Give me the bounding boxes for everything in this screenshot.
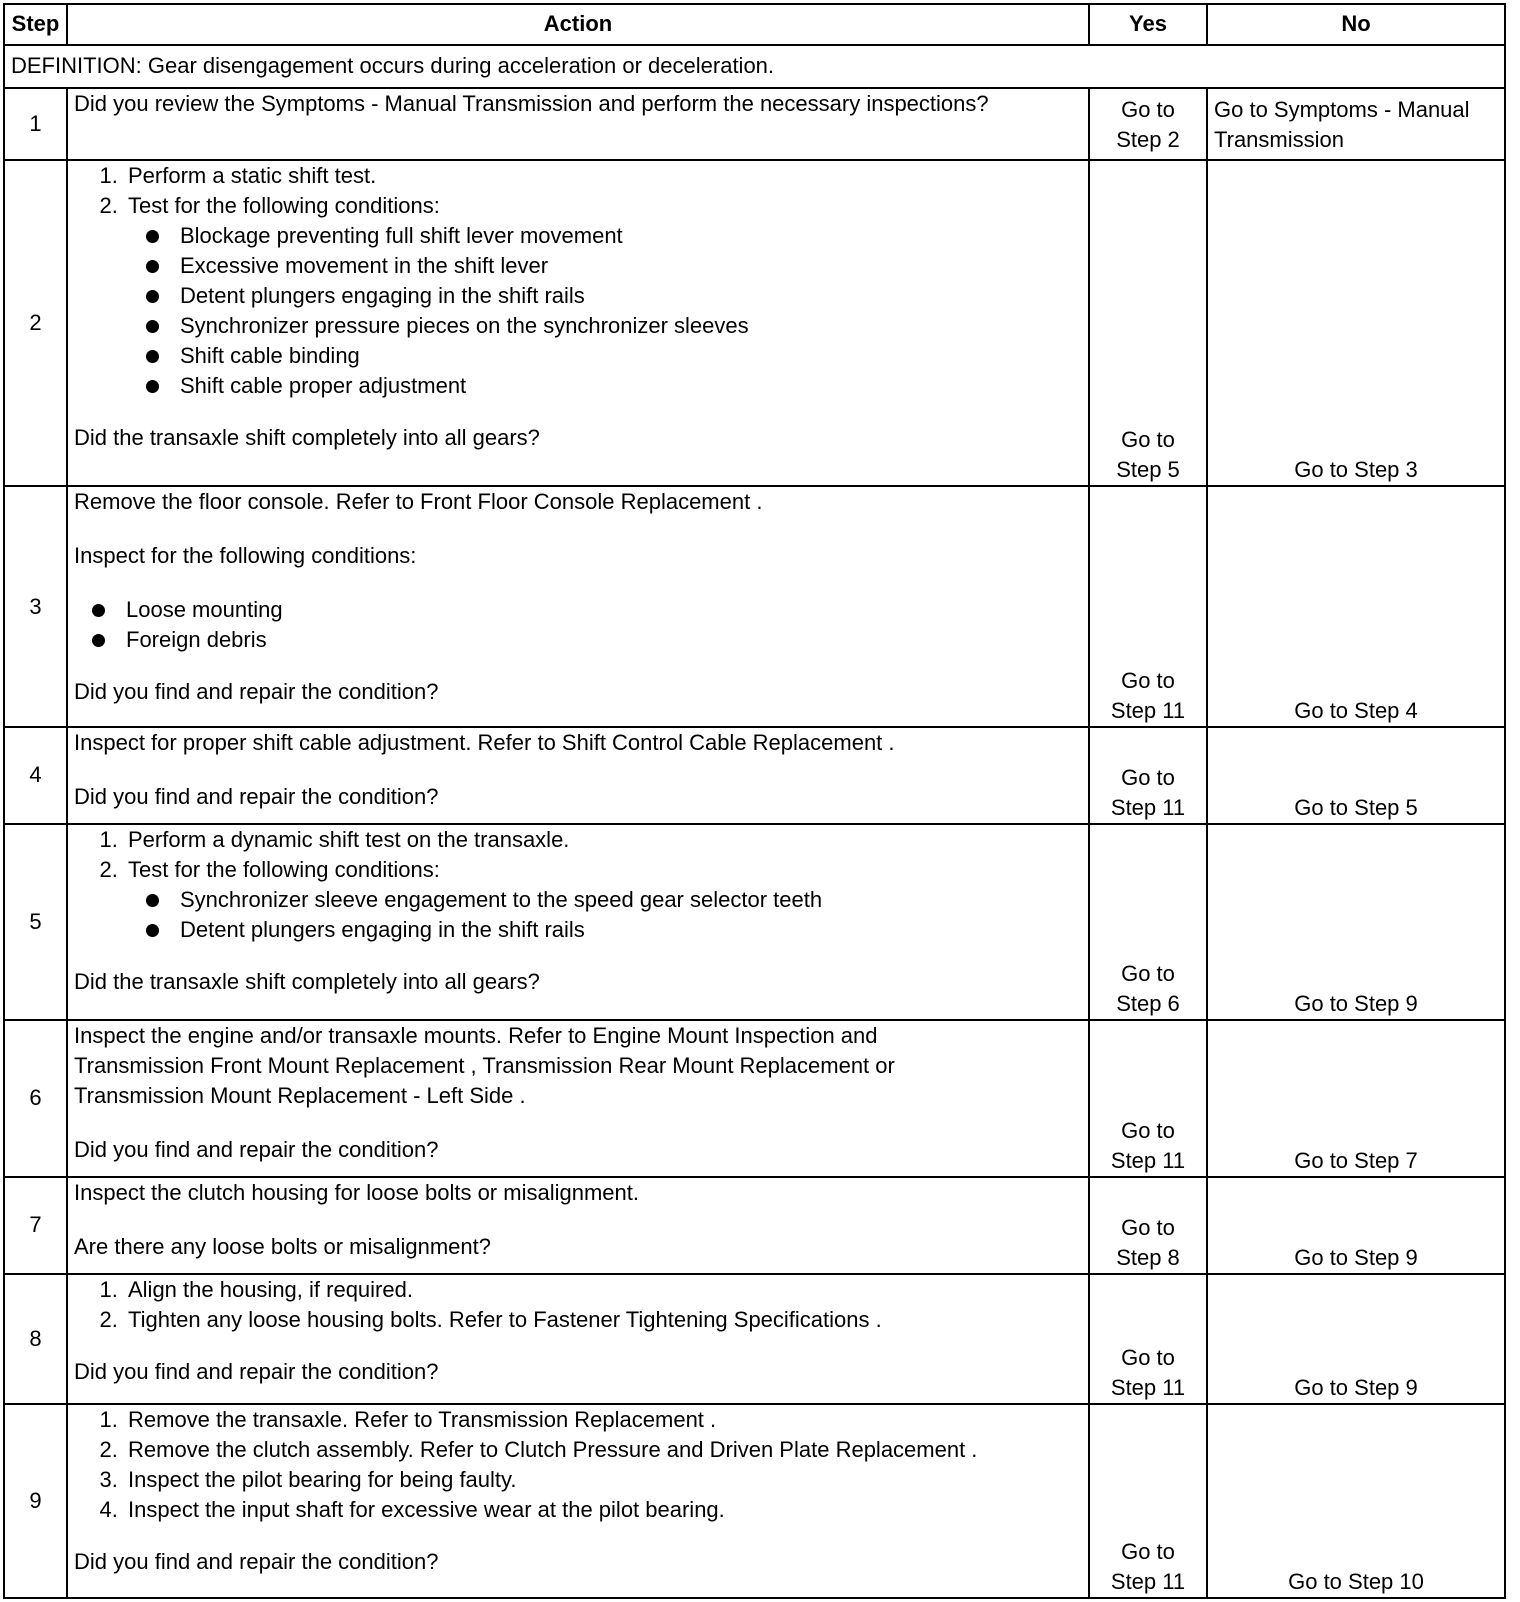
action-cell bbox=[67, 88, 1089, 160]
action-cell bbox=[67, 160, 1089, 486]
step-number: 9 bbox=[4, 1404, 67, 1598]
no-cell: Go to Step 9 bbox=[1207, 1177, 1505, 1274]
bullet-item: Loose mounting bbox=[122, 595, 1082, 625]
diagnostic-table bbox=[3, 3, 1506, 1599]
bullet-item: Detent plungers engaging in the shift rails bbox=[176, 915, 1082, 945]
list-item: 1. Remove the transaxle. Refer to Transmission Replacement . bbox=[124, 1405, 1082, 1435]
no-cell: Go to Step 7 bbox=[1207, 1020, 1505, 1177]
list-item: 3. Inspect the pilot bearing for being faulty. bbox=[124, 1465, 1082, 1495]
yes-cell: Go to Step 6 bbox=[1089, 824, 1207, 1020]
question-text: Did you find and repair the condition? bbox=[74, 784, 439, 810]
bullet-item: Excessive movement in the shift lever bbox=[176, 251, 1082, 281]
numbered-list bbox=[74, 161, 1082, 401]
definition-text: DEFINITION: Gear disengagement occurs during acceleration or deceleration. bbox=[4, 45, 1505, 88]
header-row bbox=[4, 4, 1505, 45]
list-item: 2. Remove the clutch assembly. Refer to Clutch Pressure and Driven Plate Replacement . bbox=[124, 1435, 1082, 1465]
header-no: No bbox=[1207, 4, 1505, 45]
definition-row bbox=[4, 45, 1505, 88]
numbered-list bbox=[74, 1275, 1082, 1335]
question-text: Did the transaxle shift completely into all gears? bbox=[74, 425, 540, 451]
header-yes: Yes bbox=[1089, 4, 1207, 45]
action-cell bbox=[67, 1404, 1089, 1598]
table-row bbox=[4, 486, 1505, 727]
bullet-item: Blockage preventing full shift lever movement bbox=[176, 221, 1082, 251]
list-item-text: Test for the following conditions: bbox=[128, 193, 440, 219]
list-item: 2. Tighten any loose housing bolts. Refer to Fastener Tightening Specifications . bbox=[124, 1305, 1082, 1335]
step-number: 5 bbox=[4, 824, 67, 1020]
list-item bbox=[124, 191, 1082, 401]
question-text: Did you find and repair the condition? bbox=[74, 1136, 439, 1162]
step-number: 4 bbox=[4, 727, 67, 824]
no-cell: Go to Step 5 bbox=[1207, 727, 1505, 824]
step-number: 1 bbox=[4, 88, 67, 160]
action-text: Inspect the engine and/or transaxle mounts. Refer to Engine Mount Inspection and Transmission Front Mount Replacement , Transmission Rear Mount Replacement or Transmission Mount Replacement - Left Side . bbox=[74, 1022, 895, 1108]
table-row bbox=[4, 1177, 1505, 1274]
bullet-list bbox=[128, 221, 1082, 401]
no-cell: Go to Symptoms - Manual Transmission bbox=[1207, 88, 1505, 160]
action-cell bbox=[67, 1274, 1089, 1405]
numbered-list bbox=[74, 1405, 1082, 1525]
yes-cell: Go to Step 5 bbox=[1089, 160, 1207, 486]
list-item-text: Test for the following conditions: bbox=[128, 856, 440, 882]
yes-cell: Go to Step 11 bbox=[1089, 727, 1207, 824]
yes-cell: Go to Step 11 bbox=[1089, 486, 1207, 727]
action-cell bbox=[67, 1020, 1089, 1177]
bullet-item: Synchronizer pressure pieces on the synchronizer sleeves bbox=[176, 311, 1082, 341]
action-text: Remove the floor console. Refer to Front Floor Console Replacement . bbox=[74, 489, 763, 515]
list-item bbox=[124, 855, 1082, 945]
header-action: Action bbox=[67, 4, 1089, 45]
table-row bbox=[4, 1020, 1505, 1177]
no-cell: Go to Step 9 bbox=[1207, 1274, 1505, 1405]
yes-cell: Go to Step 8 bbox=[1089, 1177, 1207, 1274]
question-text: Did you find and repair the condition? bbox=[74, 1358, 439, 1384]
question-text: Did the transaxle shift completely into all gears? bbox=[74, 968, 540, 994]
yes-cell: Go to Step 11 bbox=[1089, 1404, 1207, 1598]
numbered-list bbox=[74, 825, 1082, 945]
action-cell bbox=[67, 824, 1089, 1020]
bullet-list bbox=[128, 885, 1082, 945]
bullet-item: Detent plungers engaging in the shift rails bbox=[176, 281, 1082, 311]
yes-cell: Go to Step 11 bbox=[1089, 1274, 1207, 1405]
action-cell bbox=[67, 486, 1089, 727]
table-row bbox=[4, 1274, 1505, 1405]
bullet-list bbox=[74, 595, 1082, 655]
bullet-item: Shift cable proper adjustment bbox=[176, 371, 1082, 401]
action-cell bbox=[67, 727, 1089, 824]
list-item: 1. Perform a dynamic shift test on the transaxle. bbox=[124, 825, 1082, 855]
step-number: 6 bbox=[4, 1020, 67, 1177]
no-cell: Go to Step 4 bbox=[1207, 486, 1505, 727]
list-item: 1. Align the housing, if required. bbox=[124, 1275, 1082, 1305]
step-number: 2 bbox=[4, 160, 67, 486]
question-text: Are there any loose bolts or misalignment? bbox=[74, 1233, 491, 1259]
list-item: 4. Inspect the input shaft for excessive wear at the pilot bearing. bbox=[124, 1495, 1082, 1525]
no-cell: Go to Step 9 bbox=[1207, 824, 1505, 1020]
table-row bbox=[4, 88, 1505, 160]
question-text: Did you find and repair the condition? bbox=[74, 1549, 439, 1575]
action-text: Inspect the clutch housing for loose bolts or misalignment. bbox=[74, 1179, 639, 1205]
action-text: Inspect for proper shift cable adjustment. Refer to Shift Control Cable Replacement . bbox=[74, 730, 895, 756]
table-row bbox=[4, 727, 1505, 824]
list-item: 1. Perform a static shift test. bbox=[124, 161, 1082, 191]
table-row bbox=[4, 160, 1505, 486]
no-cell: Go to Step 10 bbox=[1207, 1404, 1505, 1598]
no-cell: Go to Step 3 bbox=[1207, 160, 1505, 486]
yes-cell: Go to Step 11 bbox=[1089, 1020, 1207, 1177]
header-step: Step bbox=[4, 4, 67, 45]
step-number: 7 bbox=[4, 1177, 67, 1274]
yes-cell: Go to Step 2 bbox=[1089, 88, 1207, 160]
step-number: 3 bbox=[4, 486, 67, 727]
action-text: Inspect for the following conditions: bbox=[74, 543, 417, 569]
bullet-item: Foreign debris bbox=[122, 625, 1082, 655]
table-row bbox=[4, 1404, 1505, 1598]
bullet-item: Synchronizer sleeve engagement to the speed gear selector teeth bbox=[176, 885, 1082, 915]
question-text: Did you find and repair the condition? bbox=[74, 679, 439, 705]
action-cell bbox=[67, 1177, 1089, 1274]
action-text: Did you review the Symptoms - Manual Transmission and perform the necessary inspections? bbox=[74, 90, 989, 116]
step-number: 8 bbox=[4, 1274, 67, 1405]
table-row bbox=[4, 824, 1505, 1020]
bullet-item: Shift cable binding bbox=[176, 341, 1082, 371]
